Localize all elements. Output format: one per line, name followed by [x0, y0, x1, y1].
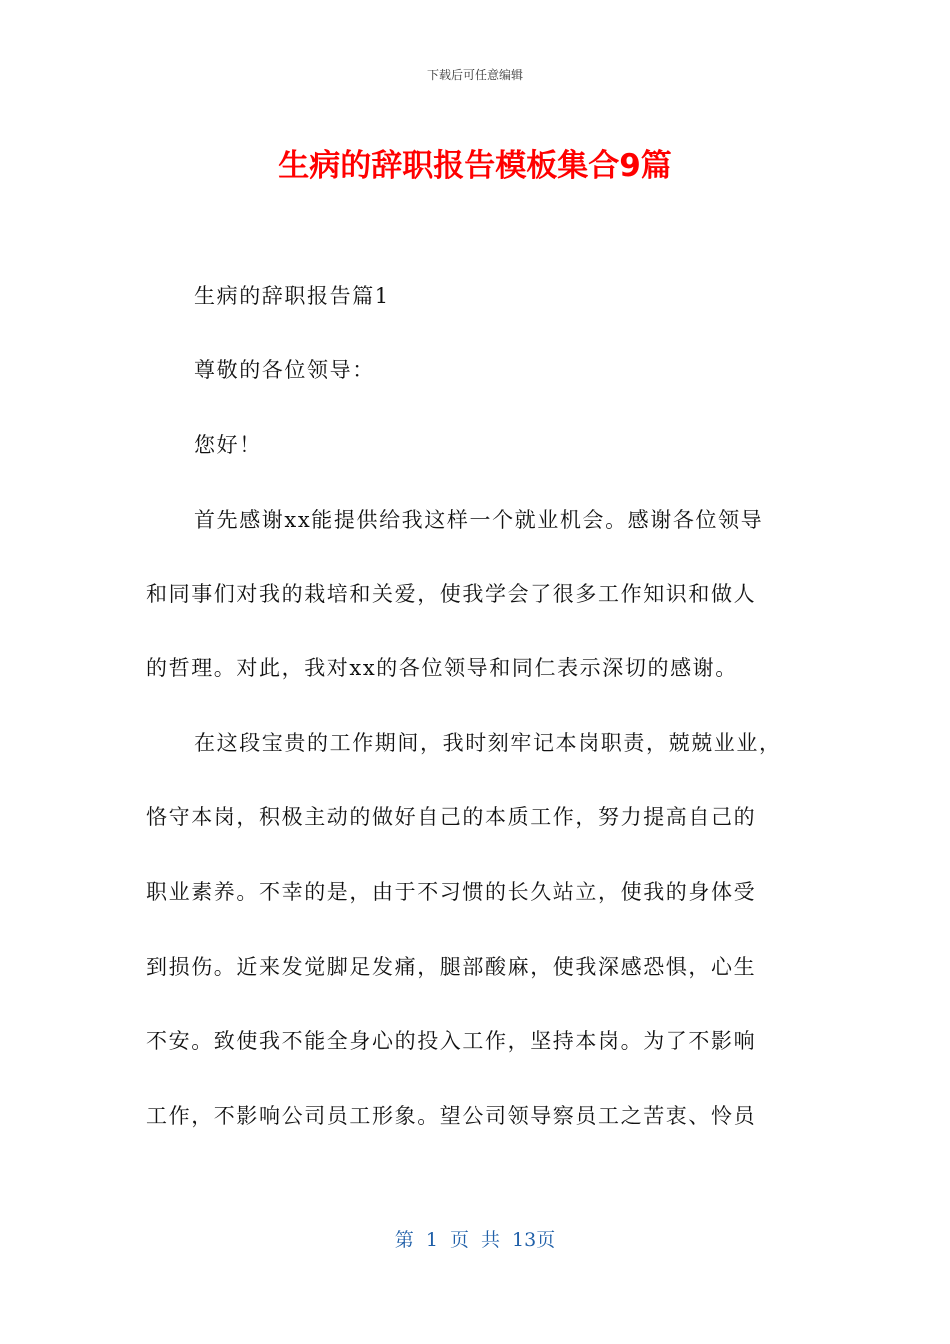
paragraph-line: 和同事们对我的栽培和关爱，使我学会了很多工作知识和做人 — [146, 582, 757, 606]
paragraph-line: 首先感谢xx能提供给我这样一个就业机会。感谢各位领导 — [194, 508, 764, 532]
greeting: 您好！ — [194, 433, 262, 457]
paragraph-line: 恪守本岗，积极主动的做好自己的本质工作，努力提高自己的 — [146, 805, 757, 829]
salutation: 尊敬的各位领导： — [194, 358, 375, 382]
paragraph-line: 工作，不影响公司员工形象。望公司领导察员工之苦衷、怜员 — [146, 1104, 757, 1128]
paragraph-line: 的哲理。对此，我对xx的各位领导和同仁表示深切的感谢。 — [146, 656, 738, 680]
section-heading: 生病的辞职报告篇1 — [194, 284, 390, 308]
page-number-footer: 第 1 页 共 13页 — [394, 1229, 556, 1251]
document-title: 生病的辞职报告模板集合9篇 — [278, 148, 672, 184]
paragraph-line: 到损伤。近来发觉脚足发痛，腿部酸麻，使我深感恐惧，心生 — [146, 955, 757, 979]
paragraph-line: 在这段宝贵的工作期间，我时刻牢记本岗职责，兢兢业业， — [194, 731, 782, 755]
header-note: 下载后可任意编辑 — [426, 68, 523, 82]
paragraph-line: 职业素养。不幸的是，由于不习惯的长久站立，使我的身体受 — [146, 880, 757, 904]
paragraph-line: 不安。致使我不能全身心的投入工作，坚持本岗。为了不影响 — [146, 1029, 757, 1053]
